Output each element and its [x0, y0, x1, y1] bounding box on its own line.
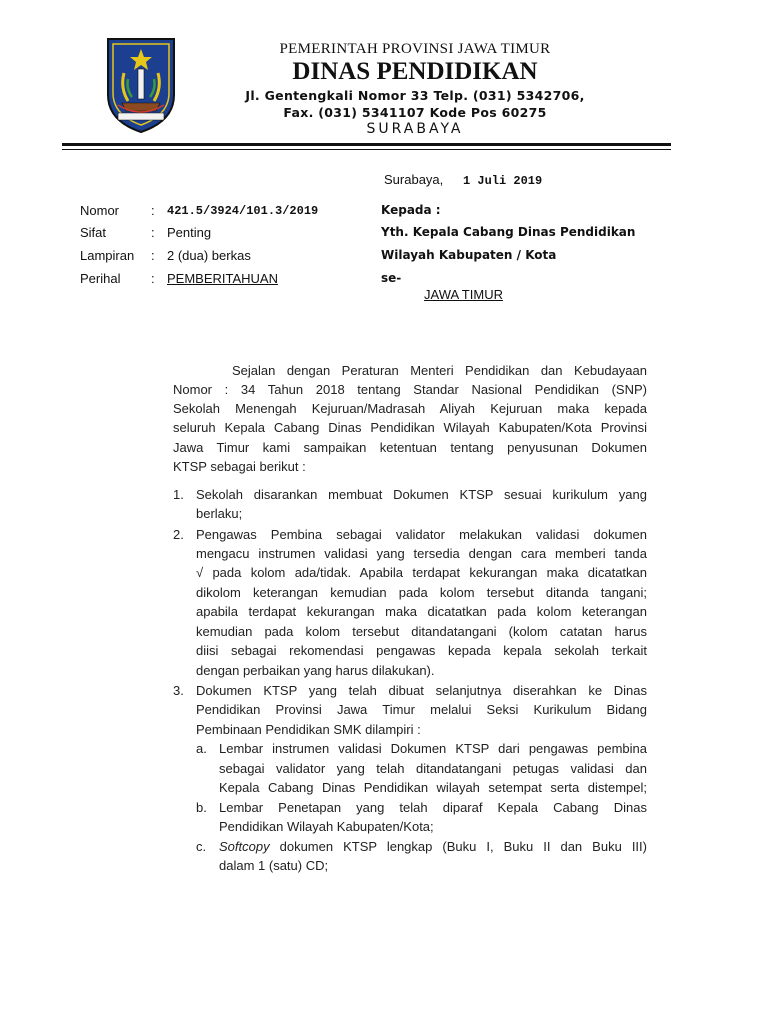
intro-line: seluruh Kepala Cabang Dinas Pendidikan Wilayah Kabupaten/Kota Provinsi: [173, 420, 647, 435]
subitem-letter: b.: [196, 800, 207, 815]
nomor-colon: :: [151, 203, 155, 218]
item-line: Dokumen KTSP yang telah dibuat selanjutnya diserahkan ke Dinas: [196, 683, 647, 698]
item-line: apabila terdapat kekurangan maka dicatatkan pada kolom keterangan: [196, 604, 647, 619]
lampiran-value: 2 (dua) berkas: [167, 248, 251, 263]
subitem-line: sebagai validator yang telah ditandatangani petugas validasi dan: [219, 761, 647, 776]
recipient-line-2: Wilayah Kabupaten / Kota: [381, 248, 557, 262]
nomor-label: Nomor: [80, 203, 120, 218]
item-line: √ pada kolom ada/tidak. Apabila terdapat kekurangan maka dicatatkan: [196, 565, 647, 580]
header-rule-thin: [62, 149, 671, 150]
nomor-value: 421.5/3924/101.3/2019: [167, 204, 319, 218]
item-line: diisi sebagai rekomendasi pengawas kepada kepala sekolah terkait: [196, 643, 647, 658]
intro-line: Sejalan dengan Peraturan Menteri Pendidikan dan Kebudayaan: [232, 363, 647, 378]
letter-place: Surabaya,: [384, 172, 444, 187]
recipient-region: JAWA TIMUR: [424, 287, 503, 302]
lampiran-colon: :: [151, 248, 155, 263]
subitem-line: Kepala Cabang Dinas Pendidikan wilayah setempat serta distempel;: [219, 780, 647, 795]
government-name: PEMERINTAH PROVINSI JAWA TIMUR: [279, 41, 551, 57]
intro-line: Sekolah Menengah Kejuruan/Madrasah Aliyah Kejuruan maka kepada: [173, 401, 647, 416]
item-number: 1.: [173, 487, 184, 502]
item-line: Pembinaan Pendidikan SMK dilampiri :: [196, 722, 421, 737]
intro-line: KTSP sebagai berikut :: [173, 459, 306, 474]
item-line: dikolom keterangan kemudian pada kolom tersebut ditanda tangani;: [196, 585, 647, 600]
sifat-colon: :: [151, 225, 155, 240]
sifat-label: Sifat: [80, 225, 107, 240]
item-line: berlaku;: [196, 506, 243, 521]
perihal-label: Perihal: [80, 271, 121, 286]
item-number: 3.: [173, 683, 184, 698]
subitem-line: dalam 1 (satu) CD;: [219, 858, 329, 873]
perihal-colon: :: [151, 271, 155, 286]
item-line: Pengawas Pembina sebagai validator melakukan validasi dokumen: [196, 527, 647, 542]
sifat-value: Penting: [167, 225, 212, 240]
subitem-line: Pendidikan Wilayah Kabupaten/Kota;: [219, 819, 434, 834]
item-line: Sekolah disarankan membuat Dokumen KTSP sesuai kurikulum yang: [196, 487, 647, 502]
intro-line: Nomor : 34 Tahun 2018 tentang Standar Nasional Pendidikan (SNP): [173, 382, 647, 397]
lampiran-label: Lampiran: [80, 248, 135, 263]
city-name: SURABAYA: [366, 121, 464, 137]
subitem-line: Lembar instrumen validasi Dokumen KTSP dari pengawas pembina: [219, 741, 647, 756]
subitem-letter: a.: [196, 741, 207, 756]
subitem-line: [219, 837, 647, 856]
recipient-heading: Kepada :: [381, 203, 441, 217]
contact-line: Fax. (031) 5341107 Kode Pos 60275: [283, 105, 547, 120]
letter-date: 1 Juli 2019: [463, 174, 543, 188]
softcopy-term: Softcopy: [219, 839, 270, 854]
subitem-line-rest: dokumen KTSP lengkap (Buku I, Buku II dan Buku III): [269, 839, 647, 854]
header-rule-thick: [62, 143, 671, 146]
subitem-letter: c.: [196, 839, 207, 854]
item-line: dengan perbaikan yang harus dilakukan).: [196, 663, 435, 678]
item-line: kemudian pada kolom tersebut ditandatangani (kolom catatan harus: [196, 624, 647, 639]
recipient-line-1: Yth. Kepala Cabang Dinas Pendidikan: [381, 225, 636, 239]
perihal-value: PEMBERITAHUAN: [167, 271, 278, 286]
east-java-crest-logo: [102, 33, 180, 135]
recipient-line-3: se-: [381, 271, 402, 285]
agency-name: DINAS PENDIDIKAN: [292, 58, 538, 85]
subitem-line: Lembar Penetapan yang telah diparaf Kepala Cabang Dinas: [219, 800, 647, 815]
item-line: Pendidikan Provinsi Jawa Timur melalui Seksi Kurikulum Bidang: [196, 702, 647, 717]
item-line: mengacu instrumen validasi yang tersedia dengan cara memberi tanda: [196, 546, 647, 561]
address-line: Jl. Gentengkali Nomor 33 Telp. (031) 5342706,: [245, 88, 585, 103]
item-number: 2.: [173, 527, 184, 542]
intro-line: Jawa Timur kami sampaikan ketentuan tentang penyusunan Dokumen: [173, 440, 647, 455]
